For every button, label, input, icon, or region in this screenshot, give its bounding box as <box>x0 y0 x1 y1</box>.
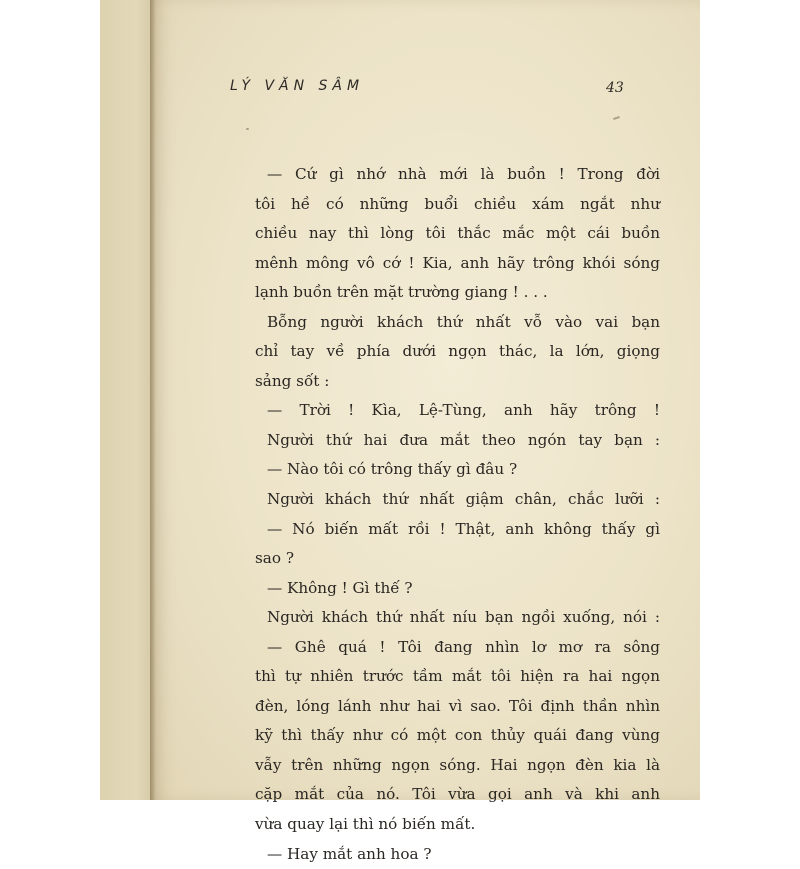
text-line: — Hay mắt anh hoa ? <box>267 844 432 863</box>
text-line: — Nó biến mất rồi ! Thật, anh không thấy gì <box>267 519 660 538</box>
text-line: mênh mông vô cớ ! Kia, anh hãy trông khói sóng <box>255 253 660 272</box>
text-line: chiều nay thì lòng tôi thắc mắc một cái buồn <box>255 224 660 243</box>
text-line: Người khách thứ nhất níu bạn ngồi xuống, nói : <box>267 608 660 627</box>
text-line: kỹ thì thấy như có một con thủy quái đang vùng <box>255 726 660 745</box>
text-line: — Không ! Gì thế ? <box>267 578 413 597</box>
text-line: đèn, lóng lánh như hai vì sao. Tôi định thần nhìn <box>255 696 660 715</box>
text-line: chỉ tay về phía dưới ngọn thác, la lớn, giọng <box>255 342 660 361</box>
text-line: cặp mắt của nó. Tôi vừa gọi anh và khi anh <box>255 785 660 804</box>
text-line: Người thứ hai đưa mắt theo ngón tay bạn : <box>267 430 660 449</box>
page-number: 43 <box>606 80 624 96</box>
text-line: Bỗng người khách thứ nhất vỗ vào vai bạn <box>267 312 660 331</box>
page-gutter-shadow <box>150 0 156 800</box>
text-line: — Ghê quá ! Tôi đang nhìn lơ mơ ra sông <box>267 637 660 656</box>
body-text <box>255 160 660 869</box>
paper-speck <box>246 128 249 130</box>
text-line: — Nào tôi có trông thấy gì đâu ? <box>267 460 518 479</box>
paper-speck <box>613 116 620 120</box>
text-line: — Trời ! Kìa, Lệ-Tùng, anh hãy trông ! <box>267 401 660 420</box>
text-line: sảng sốt : <box>255 371 330 390</box>
book-page <box>150 0 700 863</box>
text-line: lạnh buồn trên mặt trường giang ! . . . <box>255 283 548 302</box>
text-line: Người khách thứ nhất giậm chân, chắc lưỡi : <box>267 490 660 509</box>
text-line: — Cứ gì nhớ nhà mới là buồn ! Trong đời <box>267 165 660 183</box>
text-line: thì tự nhiên trước tầm mắt tôi hiện ra hai ngọn <box>255 667 660 686</box>
text-line: vừa quay lại thì nó biến mất. <box>255 815 476 834</box>
running-head: LÝ VĂN SÂM <box>230 78 365 94</box>
text-line: tôi hề có những buổi chiều xám ngắt như <box>255 194 660 213</box>
text-line: sao ? <box>255 549 294 568</box>
text-line: vẫy trên những ngọn sóng. Hai ngọn đèn kia là <box>255 755 660 774</box>
